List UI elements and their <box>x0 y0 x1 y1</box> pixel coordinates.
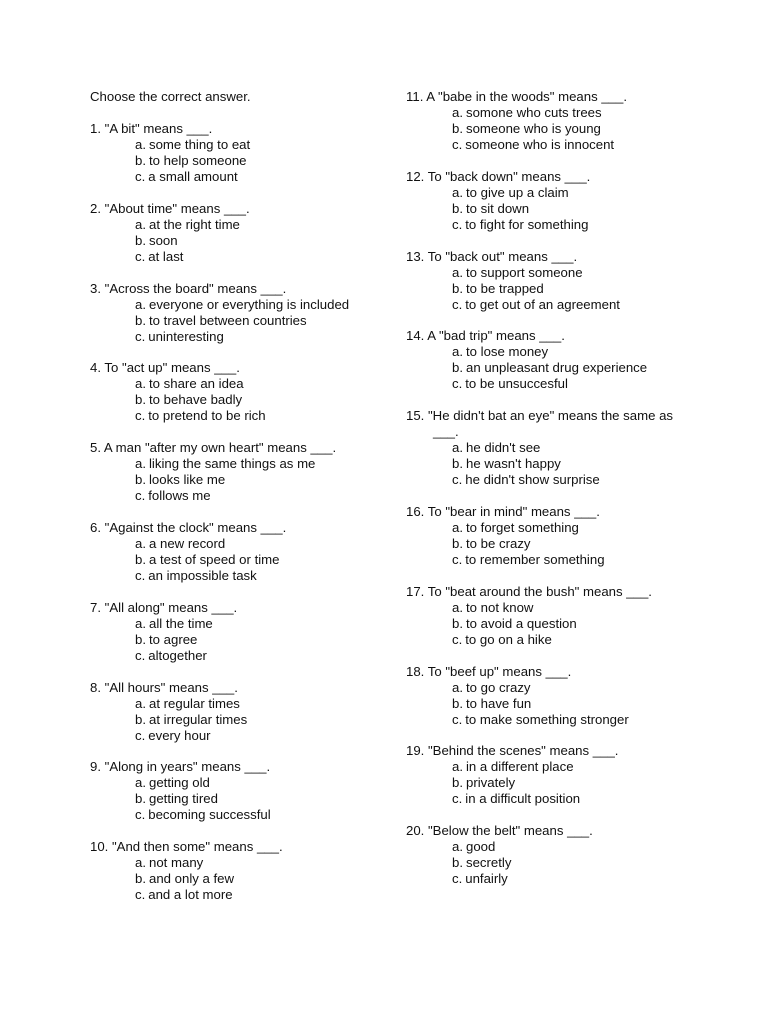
question-stem: 14. A "bad trip" means ___. <box>406 328 565 344</box>
option-letter: b. <box>135 871 146 887</box>
option-letter: a. <box>452 440 463 456</box>
option-text: uninteresting <box>148 328 224 344</box>
option-text: to forget something <box>466 519 579 535</box>
option-letter: a. <box>452 679 463 695</box>
question-item <box>406 249 696 313</box>
option-letter: a. <box>135 137 146 152</box>
answer-option <box>406 712 696 728</box>
option-letter: c. <box>135 408 146 424</box>
answer-option <box>90 728 390 744</box>
answer-option <box>90 217 390 233</box>
option-letter: b. <box>135 631 146 647</box>
option-text: at regular times <box>149 695 240 711</box>
question-item <box>406 823 696 887</box>
option-text: everyone or everything is included <box>149 296 350 312</box>
option-text: a small amount <box>148 169 238 184</box>
option-text: in a different place <box>466 759 574 775</box>
instruction-text: Choose the correct answer. <box>90 89 251 104</box>
option-text: at irregular times <box>149 711 248 727</box>
option-letter: c. <box>452 216 463 232</box>
option-text: he didn't see <box>466 440 541 456</box>
option-letter: a. <box>135 456 146 472</box>
option-letter: c. <box>135 727 146 743</box>
option-letter: b. <box>135 791 146 807</box>
question-item <box>406 743 696 807</box>
option-letter: b. <box>452 535 463 551</box>
answer-option <box>406 552 696 568</box>
option-text: to not know <box>466 599 534 615</box>
answer-option <box>406 281 696 297</box>
question-item <box>90 839 390 903</box>
option-text: getting old <box>149 775 210 791</box>
option-letter: b. <box>135 472 146 488</box>
answer-option <box>90 169 390 185</box>
left-column <box>90 89 390 919</box>
option-text: unfairly <box>465 871 508 887</box>
answer-option <box>406 376 696 392</box>
option-text: a new record <box>149 535 226 551</box>
option-letter: a. <box>452 759 463 775</box>
option-letter: b. <box>135 153 146 168</box>
option-text: looks like me <box>149 472 226 488</box>
option-text: some thing to eat <box>149 137 251 152</box>
option-letter: a. <box>452 519 463 535</box>
option-letter: a. <box>452 344 463 360</box>
option-letter: a. <box>135 376 146 392</box>
option-text: at the right time <box>149 216 240 232</box>
answer-option <box>406 344 696 360</box>
option-letter: c. <box>452 791 463 807</box>
option-letter: b. <box>452 775 463 791</box>
option-letter: c. <box>452 631 463 647</box>
answer-option <box>90 855 390 871</box>
answer-option <box>406 472 696 488</box>
option-text: and only a few <box>149 871 235 887</box>
option-letter: b. <box>452 615 463 631</box>
option-letter: a. <box>452 264 463 280</box>
question-item <box>406 584 696 648</box>
option-letter: c. <box>135 248 146 264</box>
option-text: to fight for something <box>465 216 589 232</box>
question-item <box>90 121 390 185</box>
answer-option <box>406 696 696 712</box>
question-item <box>406 664 696 728</box>
option-text: good <box>466 839 496 855</box>
option-text: getting tired <box>149 791 218 807</box>
question-item <box>406 169 696 233</box>
option-text: to share an idea <box>149 376 244 392</box>
option-text: soon <box>149 232 178 248</box>
option-letter: a. <box>135 855 146 871</box>
option-text: to help someone <box>149 153 247 168</box>
option-letter: b. <box>135 551 146 567</box>
option-text: to pretend to be rich <box>148 408 266 424</box>
answer-option <box>90 137 390 153</box>
option-letter: c. <box>452 472 463 488</box>
option-letter: c. <box>135 488 146 504</box>
answer-option <box>90 329 390 345</box>
question-stem: 1. "A bit" means ___. <box>90 121 213 136</box>
question-stem: 10. "And then some" means ___. <box>90 839 283 855</box>
option-text: to go on a hike <box>465 631 552 647</box>
option-letter: a. <box>135 296 146 312</box>
answer-option <box>90 488 390 504</box>
question-stem: 5. A man "after my own heart" means ___. <box>90 440 337 456</box>
answer-option <box>406 680 696 696</box>
option-text: to travel between countries <box>149 312 307 328</box>
option-letter: c. <box>452 871 463 887</box>
option-letter: a. <box>135 535 146 551</box>
option-text: to give up a claim <box>466 184 569 200</box>
question-stem: 3. "Across the board" means ___. <box>90 280 287 296</box>
option-text: to remember something <box>465 551 605 567</box>
option-text: liking the same things as me <box>149 456 316 472</box>
answer-option <box>90 233 390 249</box>
question-stem: 15. "He didn't bat an eye" means the same as ___. <box>406 408 673 440</box>
answer-option <box>90 456 390 472</box>
option-text: to make something stronger <box>465 711 629 727</box>
question-stem: 8. "All hours" means ___. <box>90 679 238 695</box>
option-text: every hour <box>148 727 211 743</box>
option-text: a test of speed or time <box>149 551 280 567</box>
option-letter: a. <box>452 839 463 855</box>
answer-option <box>90 791 390 807</box>
answer-option <box>90 249 390 265</box>
answer-option <box>406 105 696 121</box>
answer-option <box>90 313 390 329</box>
answer-option <box>90 568 390 584</box>
option-text: to be unsuccesful <box>465 376 568 392</box>
option-letter: c. <box>452 296 463 312</box>
option-letter: c. <box>452 137 463 152</box>
answer-option <box>406 600 696 616</box>
option-text: all the time <box>149 615 213 631</box>
question-stem: 7. "All along" means ___. <box>90 599 238 615</box>
option-letter: a. <box>135 615 146 631</box>
answer-option <box>406 440 696 456</box>
option-letter: c. <box>135 647 146 663</box>
question-stem: 17. To "beat around the bush" means ___. <box>406 583 652 599</box>
question-item <box>90 520 390 584</box>
answer-option <box>406 536 696 552</box>
answer-option <box>90 472 390 488</box>
option-text: to get out of an agreement <box>465 296 620 312</box>
question-stem: 20. "Below the belt" means ___. <box>406 823 593 839</box>
option-text: he didn't show surprise <box>465 472 600 488</box>
answer-option <box>90 632 390 648</box>
answer-option <box>406 137 696 153</box>
answer-option <box>90 871 390 887</box>
option-letter: a. <box>135 775 146 791</box>
option-text: altogether <box>148 647 207 663</box>
option-text: to be trapped <box>466 280 544 296</box>
answer-option <box>406 839 696 855</box>
option-letter: a. <box>135 695 146 711</box>
question-stem: 12. To "back down" means ___. <box>406 168 591 184</box>
option-text: to avoid a question <box>466 615 577 631</box>
option-letter: b. <box>452 280 463 296</box>
option-letter: a. <box>452 105 463 120</box>
option-letter: b. <box>135 232 146 248</box>
answer-option <box>90 153 390 169</box>
answer-option <box>406 297 696 313</box>
answer-option <box>406 121 696 137</box>
option-text: to have fun <box>466 695 532 711</box>
option-letter: b. <box>452 200 463 216</box>
question-stem: 18. To "beef up" means ___. <box>406 663 572 679</box>
answer-option <box>90 297 390 313</box>
question-stem: 2. "About time" means ___. <box>90 200 250 216</box>
option-letter: c. <box>452 376 463 392</box>
answer-option <box>90 887 390 903</box>
question-item <box>90 440 390 504</box>
option-letter: c. <box>135 169 146 184</box>
question-stem: 19. "Behind the scenes" means ___. <box>406 743 619 759</box>
question-item <box>406 504 696 568</box>
option-letter: b. <box>452 121 463 136</box>
question-stem: 16. To "bear in mind" means ___. <box>406 503 600 519</box>
question-item <box>90 600 390 664</box>
option-text: to be crazy <box>466 535 531 551</box>
option-text: someone who is young <box>466 121 601 136</box>
option-text: to go crazy <box>466 679 531 695</box>
answer-option <box>406 791 696 807</box>
option-text: an unpleasant drug experience <box>466 360 648 376</box>
answer-option <box>406 456 696 472</box>
option-letter: a. <box>135 216 146 232</box>
question-item <box>406 408 696 488</box>
option-text: an impossible task <box>148 567 257 583</box>
answer-option <box>406 217 696 233</box>
option-letter: b. <box>452 695 463 711</box>
question-stem: 9. "Along in years" means ___. <box>90 759 271 775</box>
question-list-right <box>406 89 696 887</box>
option-text: privately <box>466 775 516 791</box>
answer-option <box>90 775 390 791</box>
question-item <box>90 680 390 744</box>
answer-option <box>406 520 696 536</box>
option-letter: b. <box>135 392 146 408</box>
question-item <box>90 360 390 424</box>
answer-option <box>90 616 390 632</box>
option-letter: b. <box>452 360 463 376</box>
question-stem: 13. To "back out" means ___. <box>406 248 578 264</box>
option-text: secretly <box>466 855 512 871</box>
option-text: in a difficult position <box>465 791 581 807</box>
answer-option <box>406 265 696 281</box>
option-text: he wasn't happy <box>466 456 561 472</box>
option-text: follows me <box>148 488 211 504</box>
option-letter: c. <box>135 887 146 903</box>
question-item <box>90 201 390 265</box>
option-letter: b. <box>452 456 463 472</box>
answer-option <box>90 696 390 712</box>
option-letter: b. <box>452 855 463 871</box>
option-letter: b. <box>135 312 146 328</box>
answer-option <box>90 536 390 552</box>
option-text: at last <box>148 248 184 264</box>
question-item <box>90 281 390 345</box>
answer-option <box>406 201 696 217</box>
option-letter: c. <box>452 711 463 727</box>
answer-option <box>406 632 696 648</box>
option-text: and a lot more <box>148 887 233 903</box>
question-stem: 11. A "babe in the woods" means ___. <box>406 89 628 104</box>
right-column <box>406 89 696 903</box>
option-letter: a. <box>452 184 463 200</box>
answer-option <box>90 807 390 823</box>
option-text: not many <box>149 855 204 871</box>
option-letter: c. <box>135 328 146 344</box>
answer-option <box>406 616 696 632</box>
answer-option <box>90 648 390 664</box>
option-letter: b. <box>135 711 146 727</box>
answer-option <box>406 855 696 871</box>
question-item <box>406 328 696 392</box>
question-stem: 6. "Against the clock" means ___. <box>90 519 287 535</box>
question-list-left <box>90 121 390 903</box>
option-text: to behave badly <box>149 392 243 408</box>
option-letter: c. <box>452 551 463 567</box>
question-stem: 4. To "act up" means ___. <box>90 360 240 376</box>
answer-option <box>90 392 390 408</box>
answer-option <box>90 408 390 424</box>
option-text: to sit down <box>466 200 530 216</box>
question-item <box>90 759 390 823</box>
option-text: to support someone <box>466 264 583 280</box>
question-item <box>406 89 696 153</box>
option-letter: c. <box>135 807 146 823</box>
option-text: to agree <box>149 631 198 647</box>
answer-option <box>406 360 696 376</box>
option-letter: c. <box>135 567 146 583</box>
option-text: someone who is innocent <box>465 137 615 152</box>
answer-option <box>406 759 696 775</box>
answer-option <box>406 775 696 791</box>
answer-option <box>90 376 390 392</box>
option-text: to lose money <box>466 344 549 360</box>
answer-option <box>406 871 696 887</box>
option-text: becoming successful <box>148 807 271 823</box>
option-text: somone who cuts trees <box>466 105 602 120</box>
answer-option <box>90 552 390 568</box>
answer-option <box>90 712 390 728</box>
answer-option <box>406 185 696 201</box>
option-letter: a. <box>452 599 463 615</box>
